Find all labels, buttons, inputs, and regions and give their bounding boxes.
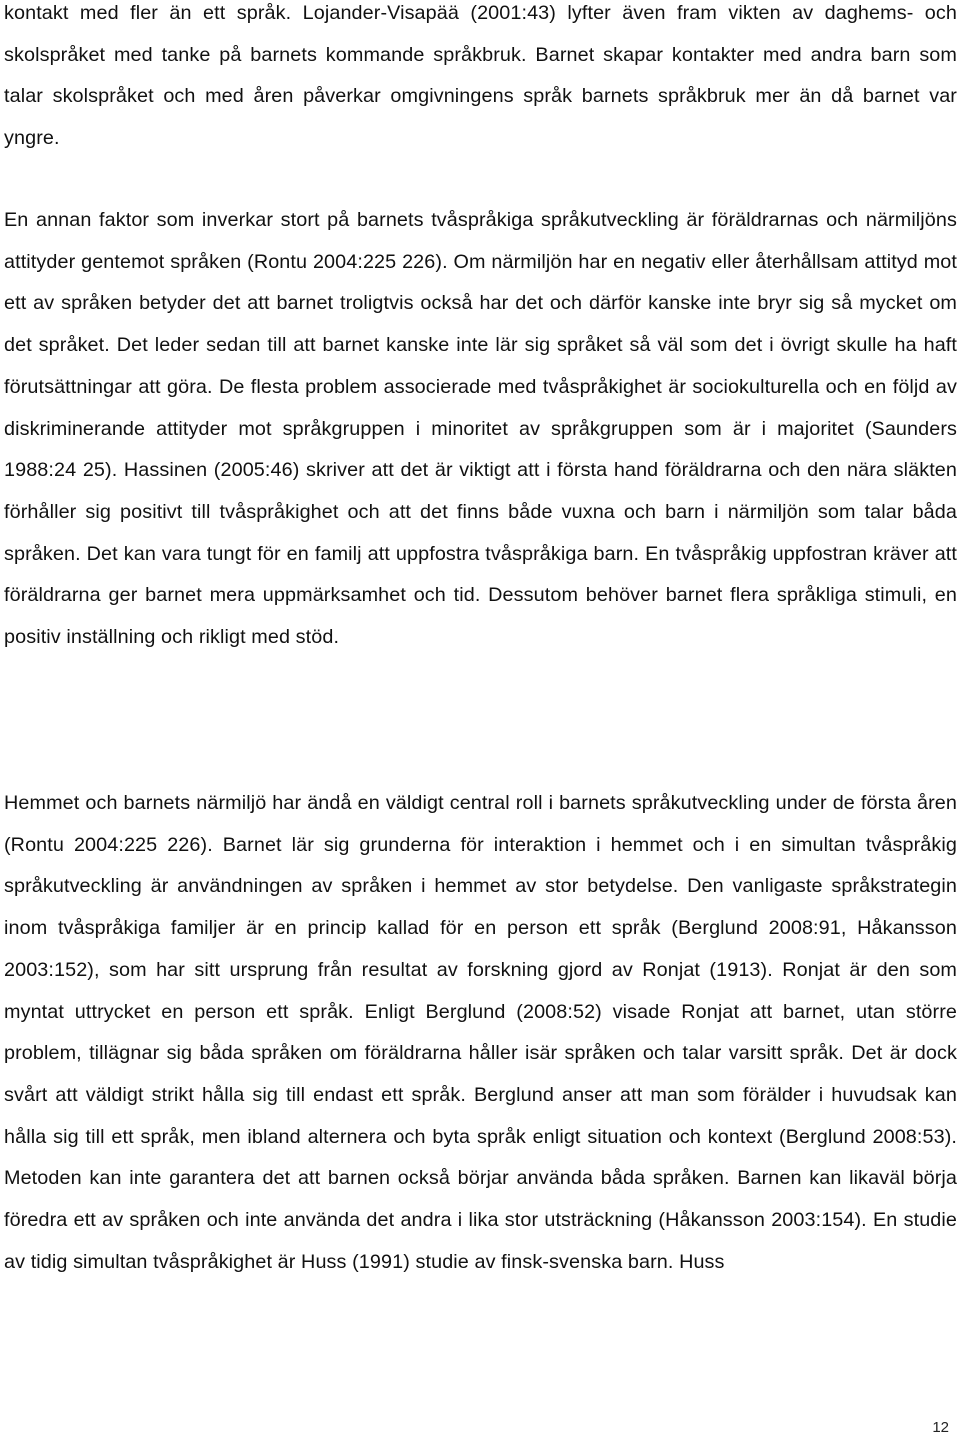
document-page — [4, 0, 957, 1440]
body-paragraph-3: Hemmet och barnets närmiljö har ändå en väldigt central roll i barnets språkutveckling under de första åren (Rontu 2004:225 226). Barnet lär sig grunderna för interaktion i hemmet och i en simultan tvåspråkig språkutveckling är användningen av språken i hemmet av stor betydelse. Den vanligaste språkstrategin inom tvåspråkiga familjer är en princip kallad för en person ett språk (Berglund 2008:91, Håkansson 2003:152), som har sitt ursprung från resultat av forskning gjord av Ronjat (1913). Ronjat är den som myntat uttrycket en person ett språk. Enligt Berglund (2008:52) visade Ronjat att barnet, utan större problem, tillägnar sig båda språken om föräldrarna håller isär språken och talar varsitt språk. Det är dock svårt att väldigt strikt hålla sig till endast ett språk. Berglund anser att man som förälder i huvudsak kan hålla sig till ett språk, men ibland alternera och byta språk enligt situation och kontext (Berglund 2008:53). Metoden kan inte garantera det att barnen också börjar använda båda språken. Barnen kan likaväl börja föredra ett av språken och inte använda det andra i lika stor utsträckning (Håkansson 2003:154). En studie av tidig simultan tvåspråkighet är Huss (1991) studie av finsk-svenska barn. Huss — [4, 792, 957, 1273]
body-paragraph-1: kontakt med fler än ett språk. Lojander-Visapää (2001:43) lyfter även fram vikten av daghems- och skolspråket med tanke på barnets kommande språkbruk. Barnet skapar kontakter med andra barn som talar skolspråket och med åren påverkar omgivningens språk barnets språkbruk mer än då barnet var yngre. — [4, 2, 957, 150]
body-paragraph-2: En annan faktor som inverkar stort på barnets tvåspråkiga språkutveckling är föräldrarnas och närmiljöns attityder gentemot språken (Rontu 2004:225 226). Om närmiljön har en negativ eller återhållsam attityd mot ett av språken betyder det att barnet troligtvis också har det och därför kanske inte bryr sig så mycket om det språket. Det leder sedan till att barnet kanske inte lär sig språket så väl som det i övrigt skulle ha haft förutsättningar att göra. De flesta problem associerade med tvåspråkighet är sociokulturella och en följd av diskriminerande attityder mot språkgruppen i minoritet av språkgruppen som är i majoritet (Saunders 1988:24 25). Hassinen (2005:46) skriver att det är viktigt att i första hand föräldrarna och den nära släkten förhåller sig positivt till tvåspråkighet och att det finns både vuxna och barn i närmiljön som talar båda språken. Det kan vara tungt för en familj att uppfostra tvåspråkiga barn. En tvåspråkig uppfostran kräver att föräldrarna ger barnet mera uppmärksamhet och tid. Dessutom behöver barnet flera språkliga stimuli, en positiv inställning och rikligt med stöd. — [4, 209, 957, 649]
page-number: 12 — [932, 1419, 949, 1436]
